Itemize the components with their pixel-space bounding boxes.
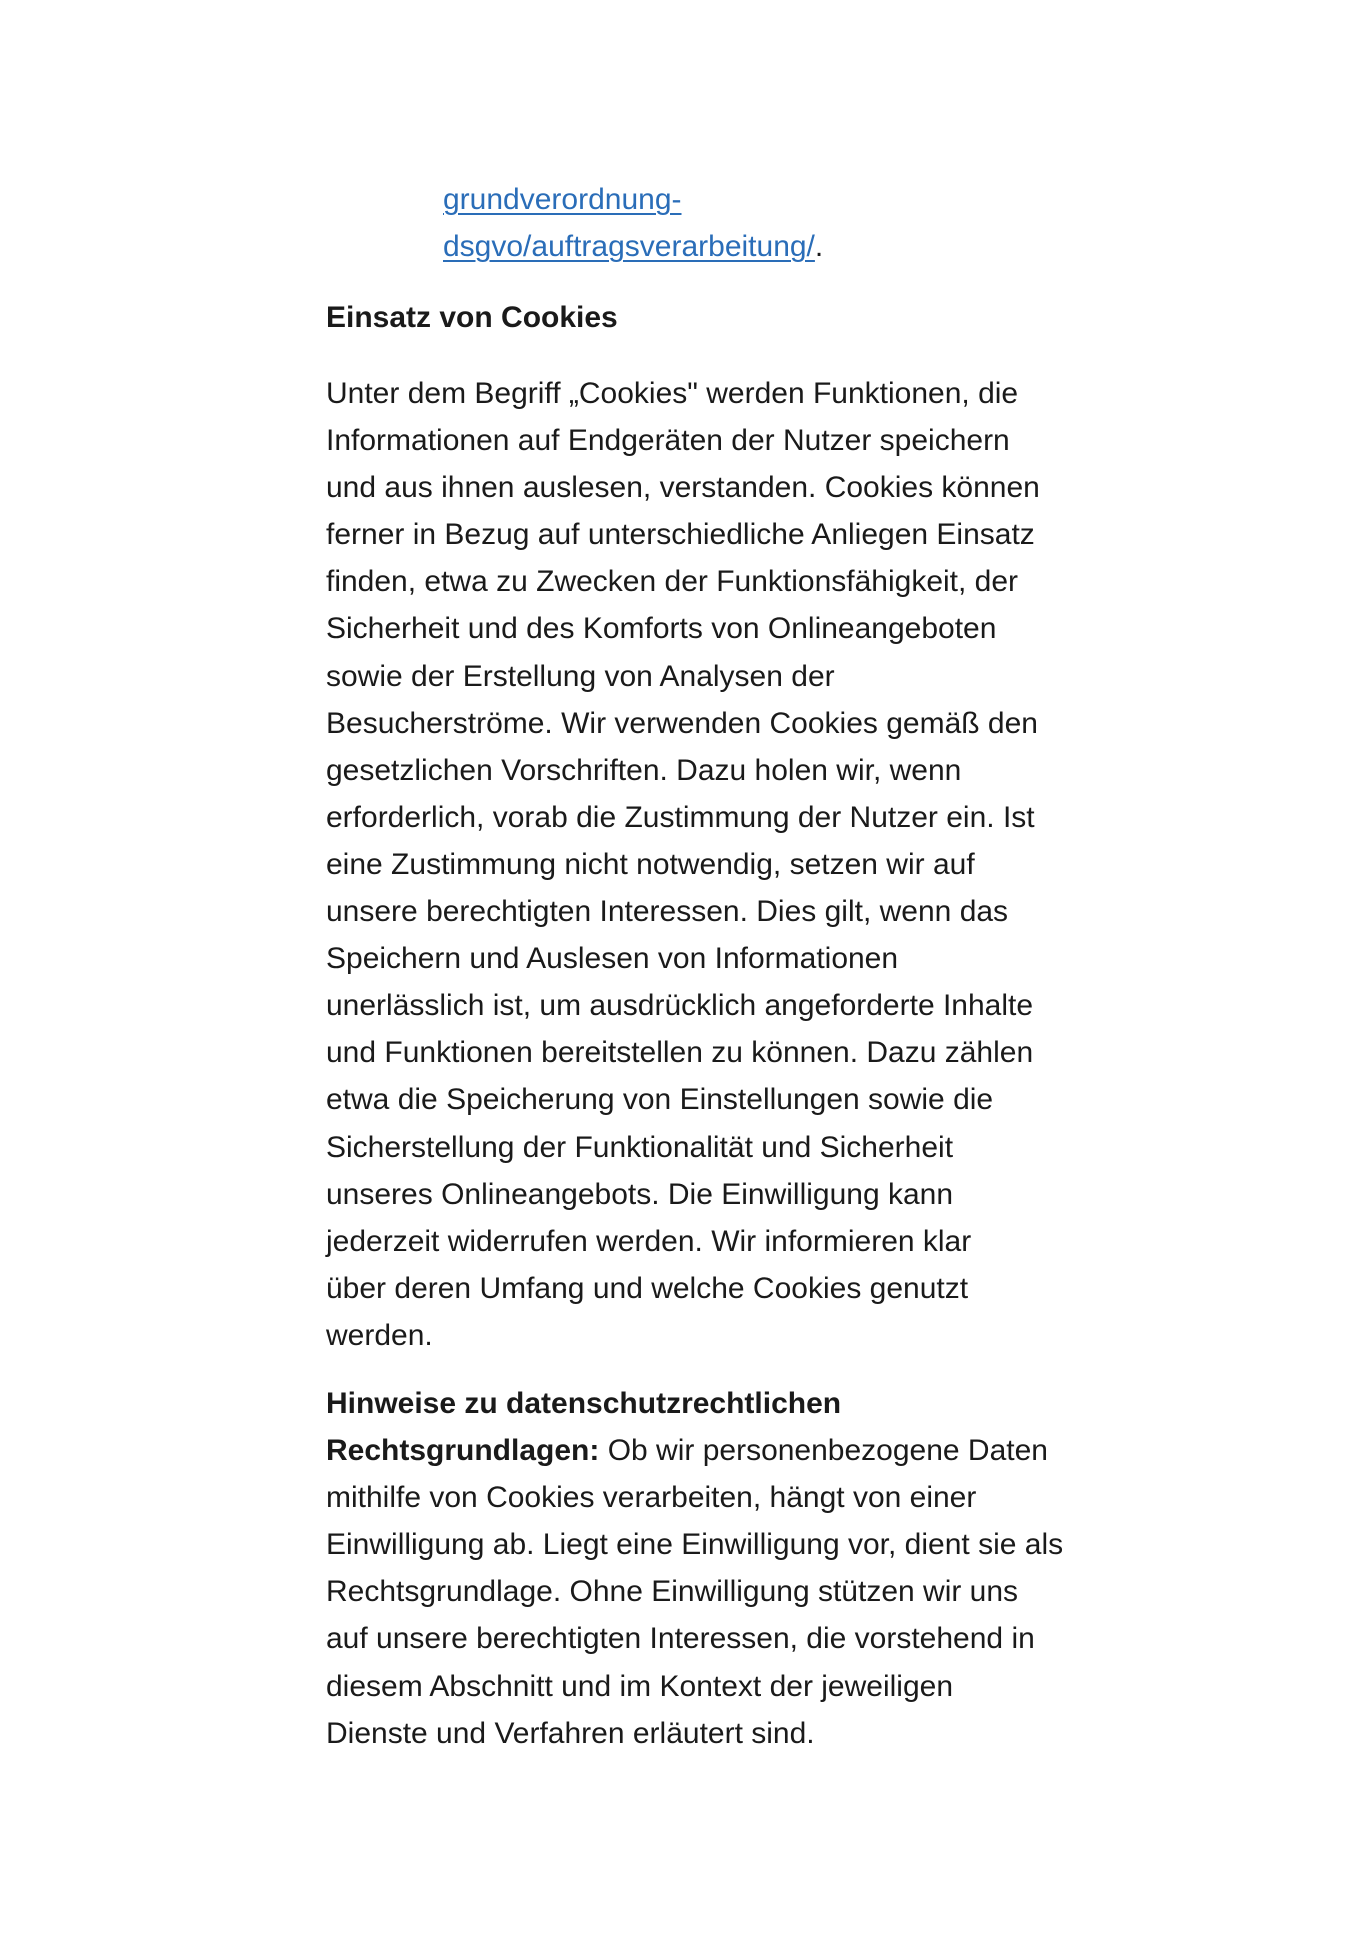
- auftragsverarbeitung-link-part-2[interactable]: dsgvo/auftragsverarbeitung/: [443, 230, 815, 263]
- paragraph-legal-basis: [326, 1380, 1126, 1757]
- paragraph-line: über deren Umfang und welche Cookies genutzt: [326, 1271, 969, 1305]
- paragraph-line: finden, etwa zu Zwecken der Funktionsfähigkeit, der: [326, 565, 1019, 599]
- paragraph-line: erforderlich, vorab die Zustimmung der Nutzer ein. Ist: [326, 800, 1035, 834]
- paragraph-line: ferner in Bezug auf unterschiedliche Anliegen Einsatz: [326, 518, 1035, 552]
- paragraph-line: Besucherströme. Wir verwenden Cookies gemäß den: [326, 706, 1038, 740]
- legal-basis-line-2: [326, 1427, 1126, 1474]
- paragraph-line: diesem Abschnitt und im Kontext der jeweiligen: [326, 1669, 954, 1703]
- paragraph-line: Informationen auf Endgeräten der Nutzer speichern: [326, 424, 1010, 458]
- link-line-2: [443, 223, 1003, 270]
- paragraph-line: Sicherheit und des Komforts von Onlineangeboten: [326, 612, 997, 646]
- paragraph-line: unerlässlich ist, um ausdrücklich angeforderte Inhalte: [326, 989, 1034, 1023]
- paragraph-line: Unter dem Begriff „Cookies" werden Funktionen, die: [326, 377, 1019, 410]
- paragraph-line: gesetzlichen Vorschriften. Dazu holen wir, wenn: [326, 753, 962, 787]
- paragraph-line: mithilfe von Cookies verarbeiten, hängt von einer: [326, 1481, 977, 1515]
- paragraph-line: sowie der Erstellung von Analysen der: [326, 659, 835, 693]
- paragraph-line: etwa die Speicherung von Einstellungen sowie die: [326, 1083, 994, 1117]
- paragraph-line: werden.: [326, 1318, 433, 1352]
- link-suffix-period: .: [814, 230, 824, 263]
- paragraph-line: unseres Onlineangebots. Die Einwilligung kann: [326, 1177, 954, 1211]
- legal-basis-remaining-lines: [326, 1474, 1126, 1757]
- paragraph-line: Rechtsgrundlage. Ohne Einwilligung stützen wir uns: [326, 1575, 1019, 1609]
- paragraph-line: eine Zustimmung nicht notwendig, setzen wir auf: [326, 847, 975, 881]
- paragraph-line: Einwilligung ab. Liegt eine Einwilligung vor, dient sie als: [326, 1528, 1064, 1562]
- paragraph-line: jederzeit widerrufen werden. Wir informieren klar: [326, 1224, 972, 1258]
- link-block: [443, 176, 1003, 270]
- paragraph-line: auf unsere berechtigten Interessen, die vorstehend in: [326, 1622, 1035, 1656]
- paragraph-line: und Funktionen bereitstellen zu können. Dazu zählen: [326, 1036, 1034, 1070]
- legal-basis-heading-line-1: Hinweise zu datenschutzrechtlichen: [326, 1387, 842, 1420]
- paragraph-line: und aus ihnen auslesen, verstanden. Cookies können: [326, 471, 1040, 505]
- paragraph-line: unsere berechtigten Interessen. Dies gilt, wenn das: [326, 895, 1009, 929]
- link-line-1: [443, 176, 1003, 223]
- paragraph-line: Speichern und Auslesen von Informationen: [326, 942, 899, 976]
- paragraph-line: Sicherstellung der Funktionalität und Sicherheit: [326, 1130, 954, 1164]
- auftragsverarbeitung-link-part-1[interactable]: grundverordnung-: [443, 183, 682, 216]
- legal-basis-heading-line-2: Rechtsgrundlagen:: [326, 1434, 600, 1468]
- paragraph-cookies: [326, 370, 1126, 1359]
- paragraph-line: Dienste und Verfahren erläutert sind.: [326, 1716, 815, 1750]
- section-heading-cookies: Einsatz von Cookies: [326, 301, 618, 334]
- legal-basis-line-2-text: Ob wir personenbezogene Daten: [599, 1434, 1048, 1468]
